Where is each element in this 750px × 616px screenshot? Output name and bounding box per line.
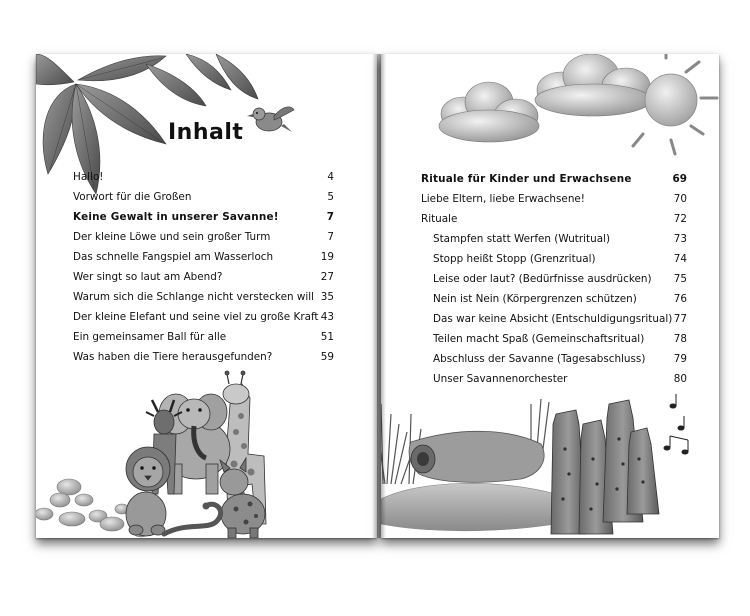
book-spread bbox=[36, 54, 719, 538]
right-page bbox=[381, 54, 719, 538]
toc-entry-page: 69 bbox=[672, 173, 687, 185]
toc-section-heading[interactable] bbox=[73, 208, 334, 226]
toc-entry-label: Ein gemeinsamer Ball für alle bbox=[73, 331, 227, 343]
toc-entry-page: 77 bbox=[673, 313, 687, 325]
toc-subentry[interactable] bbox=[433, 270, 687, 288]
toc-entry[interactable] bbox=[73, 168, 334, 186]
toc-entry-page: 70 bbox=[673, 193, 687, 205]
toc-entry[interactable] bbox=[421, 210, 687, 228]
toc-entry-page: 72 bbox=[673, 213, 687, 225]
toc-entry[interactable] bbox=[73, 308, 334, 326]
toc-subentry[interactable] bbox=[433, 310, 687, 328]
toc-entry-label: Abschluss der Savanne (Tagesabschluss) bbox=[433, 353, 646, 365]
toc-entry[interactable] bbox=[73, 228, 334, 246]
toc-entry-label: Nein ist Nein (Körpergrenzen schützen) bbox=[433, 293, 637, 305]
toc-entry-label: Vorwort für die Großen bbox=[73, 191, 192, 203]
toc-entry-page: 78 bbox=[673, 333, 687, 345]
toc-entry-page: 74 bbox=[673, 253, 687, 265]
toc-entry[interactable] bbox=[73, 248, 334, 266]
savanna-animals-icon bbox=[126, 371, 266, 538]
toc-entry-page: 7 bbox=[327, 231, 334, 243]
toc-entry[interactable] bbox=[73, 348, 334, 366]
music-notes-icon bbox=[664, 394, 688, 454]
toc-right bbox=[421, 170, 687, 395]
water-hole-icon bbox=[381, 431, 556, 530]
toc-subentry[interactable] bbox=[433, 250, 687, 268]
left-page bbox=[36, 54, 377, 538]
lion-icon bbox=[126, 447, 170, 536]
toc-left bbox=[73, 168, 334, 368]
toc-entry-page: 19 bbox=[320, 251, 334, 263]
termite-mounds-icon bbox=[551, 400, 659, 534]
toc-entry-label: Rituale bbox=[421, 213, 458, 225]
toc-entry-page: 59 bbox=[320, 351, 334, 363]
toc-entry-label: Das schnelle Fangspiel am Wasserloch bbox=[73, 251, 274, 263]
toc-entry-label: Stampfen statt Werfen (Wutritual) bbox=[433, 233, 611, 245]
toc-entry[interactable] bbox=[73, 188, 334, 206]
toc-entry[interactable] bbox=[421, 190, 687, 208]
toc-entry-label: Was haben die Tiere herausgefunden? bbox=[73, 351, 273, 363]
toc-entry-page: 7 bbox=[326, 211, 334, 223]
toc-entry-label: Leise oder laut? (Bedürfnisse ausdrücken) bbox=[433, 273, 652, 285]
toc-entry-label: Unser Savannenorchester bbox=[433, 373, 568, 385]
toc-subentry[interactable] bbox=[433, 370, 687, 388]
toc-entry-label: Wer singt so laut am Abend? bbox=[73, 271, 223, 283]
toc-entry-label: Der kleine Löwe und sein großer Turm bbox=[73, 231, 271, 243]
bird-icon bbox=[247, 107, 294, 132]
toc-entry-label: Der kleine Elefant und seine viel zu große Kraft bbox=[73, 311, 319, 323]
toc-entry[interactable] bbox=[73, 268, 334, 286]
toc-entry-label: Rituale für Kinder und Erwachsene bbox=[421, 173, 632, 185]
toc-entry-page: 79 bbox=[673, 353, 687, 365]
toc-entry-label: Das war keine Absicht (Entschuldigungsritual) bbox=[433, 313, 673, 325]
toc-entry[interactable] bbox=[73, 328, 334, 346]
toc-entry-page: 73 bbox=[673, 233, 687, 245]
toc-entry-label: Teilen macht Spaß (Gemeinschaftsritual) bbox=[433, 333, 645, 345]
toc-entry-page: 76 bbox=[673, 293, 687, 305]
toc-entry-page: 51 bbox=[320, 331, 334, 343]
sun-icon bbox=[633, 54, 717, 154]
book-gutter bbox=[372, 54, 386, 538]
toc-subentry[interactable] bbox=[433, 330, 687, 348]
toc-entry[interactable] bbox=[73, 288, 334, 306]
snake-icon bbox=[164, 504, 221, 534]
toc-entry-page: 27 bbox=[320, 271, 334, 283]
page-title: Inhalt bbox=[168, 120, 244, 145]
toc-entry-page: 75 bbox=[673, 273, 687, 285]
toc-subentry[interactable] bbox=[433, 290, 687, 308]
toc-entry-page: 35 bbox=[320, 291, 334, 303]
toc-entry-page: 80 bbox=[673, 373, 687, 385]
toc-entry-label: Warum sich die Schlange nicht verstecken will bbox=[73, 291, 315, 303]
toc-entry-page: 43 bbox=[320, 311, 334, 323]
toc-subentry[interactable] bbox=[433, 230, 687, 248]
clouds-icon bbox=[439, 54, 651, 142]
toc-section-heading[interactable] bbox=[421, 170, 687, 188]
toc-entry-label: Keine Gewalt in unserer Savanne! bbox=[73, 211, 279, 223]
toc-subentry[interactable] bbox=[433, 350, 687, 368]
toc-entry-page: 4 bbox=[327, 171, 334, 183]
toc-entry-page: 5 bbox=[327, 191, 334, 203]
toc-entry-label: Hallo! bbox=[73, 171, 104, 183]
toc-entry-label: Liebe Eltern, liebe Erwachsene! bbox=[421, 193, 585, 205]
toc-entry-label: Stopp heißt Stopp (Grenzritual) bbox=[433, 253, 596, 265]
